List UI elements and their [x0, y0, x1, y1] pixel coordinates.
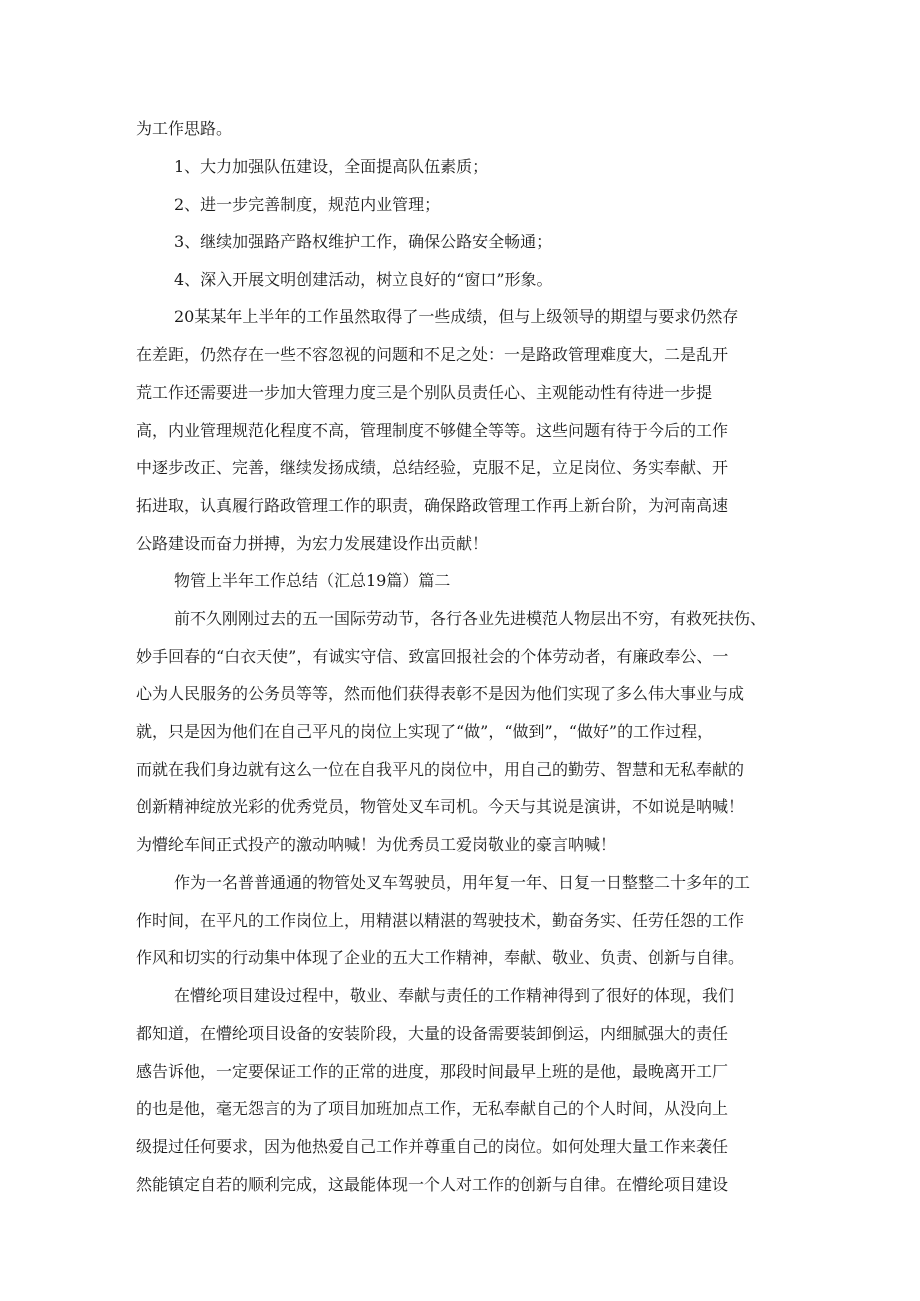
text-line: 20某某年上半年的工作虽然取得了一些成绩，但与上级领导的期望与要求仍然存: [174, 307, 739, 326]
list-item: 2、进一步完善制度，规范内业管理；: [174, 195, 441, 214]
text-line: 的也是他，毫无怨言的为了项目加班加点工作，无私奉献自己的个人时间，从没向上: [136, 1099, 729, 1118]
list-item: 1、大力加强队伍建设，全面提高队伍素质；: [174, 157, 489, 176]
text-line: 创新精神绽放光彩的优秀党员，物管处叉车司机。今天与其说是演讲，不如说是呐喊！: [136, 797, 745, 816]
list-item: 3、继续加强路产路权维护工作，确保公路安全畅通；: [174, 232, 553, 251]
text-line: 心为人民服务的公务员等等，然而他们获得表彰不是因为他们实现了多么伟大事业与成: [136, 684, 745, 703]
text-line: 在懵纶项目建设过程中，敬业、奉献与责任的工作精神得到了很好的体现，我们: [174, 986, 735, 1005]
text-line: 拓进取，认真履行路政管理工作的职责，确保路政管理工作再上新台阶，为河南高速: [136, 496, 729, 515]
text-line: 都知道，在懵纶项目设备的安装阶段，大量的设备需要装卸倒运，内细腻强大的责任: [136, 1024, 729, 1043]
text-line: 级提过任何要求，因为他热爱自己工作并尊重自己的岗位。如何处理大量工作来袭任: [136, 1137, 729, 1156]
text-line: 公路建设而奋力拼搏，为宏力发展建设作出贡献！: [136, 534, 489, 553]
text-line: 感告诉他，一定要保证工作的正常的进度，那段时间最早上班的是他，最晚离开工厂: [136, 1062, 729, 1081]
text-line: 作风和切实的行动集中体现了企业的五大工作精神，奉献、敬业、负责、创新与自律。: [136, 948, 745, 967]
text-line: 荒工作还需要进一步加大管理力度三是个别队员责任心、主观能动性有待进一步提: [136, 383, 713, 402]
text-line: 在差距，仍然存在一些不容忽视的问题和不足之处：一是路政管理难度大，二是乱开: [136, 345, 729, 364]
text-line: 而就在我们身边就有这么一位在自我平凡的岗位中，用自己的勤劳、智慧和无私奉献的: [136, 760, 745, 779]
text-line: 高，内业管理规范化程度不高，管理制度不够健全等等。这些问题有待于今后的工作: [136, 421, 729, 440]
text-line: 中逐步改正、完善，继续发扬成绩，总结经验，克服不足，立足岗位、务实奉献、开: [136, 458, 729, 477]
text-line: 然能镇定自若的顺利完成，这最能体现一个人对工作的创新与自律。在懵纶项目建设: [136, 1175, 729, 1194]
text-line: 妙手回春的“白衣天使”，有诚实守信、致富回报社会的个体劳动者，有廉政奉公、一: [136, 647, 729, 666]
text-line: 为懵纶车间正式投产的激动呐喊！为优秀员工爱岗敬业的豪言呐喊！: [136, 835, 617, 854]
text-line: 就，只是因为他们在自己平凡的岗位上实现了“做”，“做到”，“做好”的工作过程，: [136, 722, 714, 741]
list-item: 4、深入开展文明创建活动，树立良好的“窗口”形象。: [174, 270, 553, 289]
text-line: 前不久刚刚过去的五一国际劳动节，各行各业先进模范人物层出不穷，有救死扶伤、: [174, 609, 767, 628]
text-line: 为工作思路。: [136, 119, 233, 138]
section-heading: 物管上半年工作总结（汇总19篇）篇二: [174, 571, 451, 590]
text-line: 作为一名普普通通的物管处叉车驾驶员，用年复一年、日复一日整整二十多年的工: [174, 873, 751, 892]
text-line: 作时间，在平凡的工作岗位上，用精湛以精湛的驾驶技术，勤奋务实、任劳任怨的工作: [136, 911, 745, 930]
